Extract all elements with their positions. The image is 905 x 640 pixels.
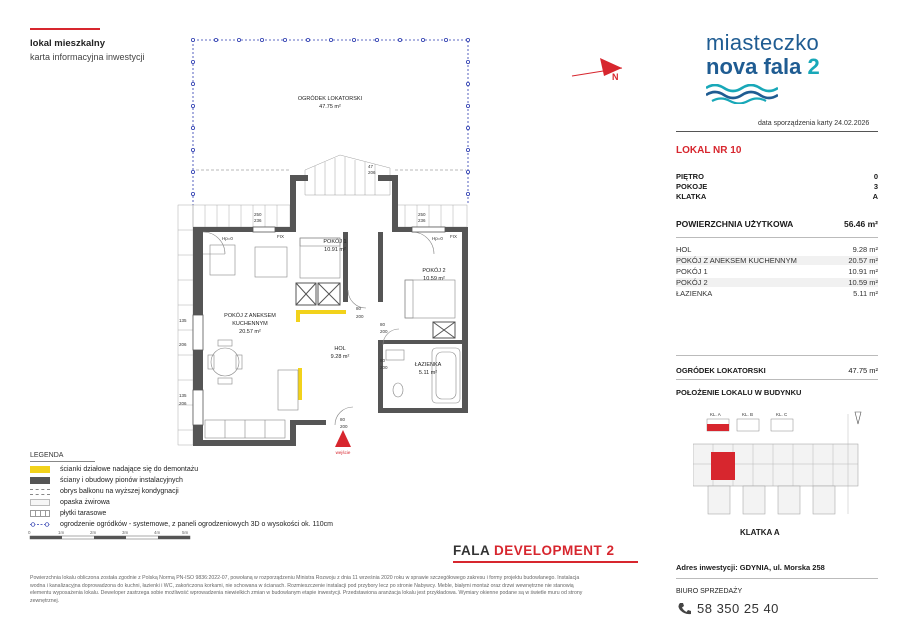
ogrodek-value: 47.75 m²: [848, 366, 878, 375]
garden-label: OGRÓDEK LOKATORSKI: [297, 96, 363, 102]
legend-label: płytki tarasowe: [60, 510, 107, 517]
hp-label-2: Hp=0: [432, 236, 443, 241]
room-area: 10.91 m²: [848, 267, 878, 276]
developer-underline: [453, 561, 638, 563]
garden-area: 47.75 m²: [319, 104, 341, 110]
room-name: POKÓJ 2: [676, 278, 708, 287]
furniture: [203, 232, 460, 438]
row-powierzchnia: [676, 219, 878, 229]
row-ogrodek: [676, 366, 878, 375]
developer-name-1: FALA: [453, 543, 494, 558]
entrance-steps: [305, 155, 390, 195]
win-dim-3b: 236: [254, 218, 262, 223]
room-row: [676, 278, 878, 287]
pokoje-label: POKOJE: [676, 182, 708, 191]
powierzchnia-label: POWIERZCHNIA UŻYTKOWA: [676, 219, 794, 229]
lokal-title: LOKAL NR 10: [676, 145, 742, 156]
pokoje-value: 3: [873, 182, 878, 191]
legend-label: opaska żwirowa: [60, 499, 110, 506]
building-location-map: [693, 404, 875, 524]
legend-label: ogrodzenie ogródków - systemowe, z paneli ogrodzeniowych 3D o wysokości ok. 110cm: [60, 521, 334, 528]
room-row: [676, 245, 878, 254]
door-dim-1b: 200: [356, 314, 364, 319]
divider: [676, 237, 878, 238]
pietro-label: PIĘTRO: [676, 172, 704, 181]
brand-line-1: miasteczko: [706, 30, 820, 55]
hp-label-1: Hp=0: [222, 236, 233, 241]
legend-swatch: [30, 477, 50, 484]
legend-label: obrys balkonu na wyższej kondygnacji: [60, 488, 179, 495]
kl-c-label: KL. C: [776, 412, 788, 417]
room-name: POKÓJ Z ANEKSEM KUCHENNYM: [676, 256, 797, 265]
room-name: HOL: [676, 245, 692, 254]
room-name: ŁAZIENKA: [676, 289, 713, 298]
scale-4: 4m: [154, 530, 161, 535]
brand-number: 2: [807, 54, 820, 79]
win-dim-5b: 206: [368, 170, 376, 175]
lazienka-area: 5.11 m²: [418, 370, 438, 376]
aneks-label-1: POKÓJ Z ANEKSEM: [224, 313, 276, 319]
room-area: 20.57 m²: [848, 256, 878, 265]
entrance-label: wejście: [335, 450, 351, 455]
legend-item: [30, 488, 179, 495]
legend-swatch: [30, 466, 50, 473]
door-dim-3b: 200: [380, 365, 388, 370]
scale-2: 2m: [90, 530, 97, 535]
room-area: 10.59 m²: [848, 278, 878, 287]
pokoj2-label: POKÓJ 2: [422, 268, 446, 274]
divider: [676, 578, 878, 579]
north-label: N: [612, 72, 619, 82]
fix-label-2: FIX: [450, 234, 458, 239]
divider: [676, 355, 878, 356]
door-dim-4a: 80: [340, 417, 346, 422]
kl-a-label: KL. A: [710, 412, 721, 417]
ogrodek-label: OGRÓDEK LOKATORSKI: [676, 366, 766, 375]
investment-address: Adres inwestycji: GDYNIA, ul. Morska 258: [676, 563, 825, 572]
pokoj1-label: POKÓJ 1: [323, 239, 347, 245]
brand-waves-logo: [706, 84, 778, 104]
row-pokoje: [676, 182, 878, 191]
door-dim-2a: 80: [380, 322, 386, 327]
win-dim-1a: 135: [179, 318, 187, 323]
legend-item: [30, 477, 183, 484]
room-name: POKÓJ 1: [676, 267, 708, 276]
scale-0: 0: [28, 530, 31, 535]
phone-icon: [677, 602, 691, 616]
brand-name: nova fala: [706, 54, 802, 79]
pokoj2-area: 10.59 m²: [423, 276, 445, 282]
polozenie-label: POŁOŻENIE LOKALU W BUDYNKU: [676, 388, 802, 397]
klatka-value: A: [872, 192, 878, 201]
legend-label: ściany i obudowy pionów instalacyjnych: [60, 477, 183, 484]
divider: [30, 461, 95, 462]
legend-item: [30, 510, 106, 517]
win-dim-2a: 135: [179, 393, 187, 398]
legend-item: [30, 499, 110, 506]
lazienka-label: ŁAZIENKA: [414, 362, 442, 368]
hol-area: 9.28 m²: [330, 354, 350, 360]
aneks-label-2: KUCHENNYM: [232, 321, 268, 327]
garden-fence: [193, 40, 468, 205]
win-dim-5a: 47: [368, 164, 374, 169]
room-area: 5.11 m²: [853, 289, 878, 298]
row-polozenie: [676, 388, 878, 397]
legend-swatch: [30, 510, 50, 517]
legend-swatch: [30, 489, 50, 495]
room-row: [676, 267, 878, 276]
kl-b-label: KL. B: [742, 412, 754, 417]
room-row: [676, 289, 878, 298]
doc-subtitle: karta informacyjna inwestycji: [30, 52, 145, 62]
win-dim-2b: 206: [179, 401, 187, 406]
disclaimer: Powierzchnia lokalu obliczona została zgodnie z Polską Normą PN-ISO 9836:2022-07, powołaną w rozporządzeniu Ministra Rozwoju z dnia 11 września 2020 roku w sprawie szczegółowego zakresu i formy projektu budowlanego. Instalacja wodna i kanalizacyjna doprowadzona do kuchni, łazienki i WC, zakończona korkami, nie schowana w ścianach. Rozmieszczenie instalacji pod przybory lecz po stronie Nabywcy. Meble, białymi montaż oraz drzwi wewnętrzne nie stanowią elementu wyposażenia lokalu. Deweloper zastrzega sobie możliwość wprowadzenia niewielkich zmian w budowlanym etapie inwestycji. Przedstawiona aranżacja lokalu jest przykładowa. Wymiary okienne podane są w świetle muru od strony zewnętrznej.: [30, 575, 583, 604]
fix-label-1: FIX: [277, 234, 285, 239]
win-dim-4b: 236: [418, 218, 426, 223]
doc-type: lokal mieszkalny: [30, 38, 105, 49]
klatka-caption: KLATKA A: [740, 528, 780, 537]
powierzchnia-value: 56.46 m²: [843, 219, 878, 229]
sales-office-label: BIURO SPRZEDAŻY: [676, 588, 743, 595]
date-line: data sporządzenia karty 24.02.2026: [758, 120, 870, 127]
room-row: [676, 256, 878, 265]
scale-3: 3m: [122, 530, 129, 535]
door-dim-4b: 200: [340, 424, 348, 429]
row-klatka: [676, 192, 878, 201]
developer-name-2: DEVELOPMENT 2: [494, 543, 615, 558]
win-dim-4a: 250: [418, 212, 426, 217]
brand-line-2: [706, 54, 820, 80]
legend-item: [30, 466, 198, 473]
legend-swatch: [30, 499, 50, 506]
divider: [676, 131, 878, 132]
developer-logo: [453, 543, 615, 558]
scale-bar: [30, 536, 190, 539]
legend-fence-swatch: [30, 521, 50, 528]
klatka-label: KLATKA: [676, 192, 707, 201]
scale-1: 1m: [58, 530, 65, 535]
scale-5: 5m: [182, 530, 189, 535]
pokoj1-area: 10.91 m²: [324, 247, 346, 253]
legend-item: [30, 521, 333, 528]
win-dim-1b: 206: [179, 342, 187, 347]
door-dim-3a: 80: [380, 358, 386, 363]
entrance-arrow: [335, 430, 351, 447]
win-dim-3a: 250: [254, 212, 262, 217]
divider: [676, 379, 878, 380]
selected-unit-marker: [711, 452, 735, 480]
fence-posts: [191, 38, 469, 195]
pietro-value: 0: [873, 172, 878, 181]
legend-title: LEGENDA: [30, 452, 64, 459]
legend-label: ścianki działowe nadające się do demontażu: [60, 466, 199, 473]
windows: [193, 227, 445, 425]
north-arrow: [572, 58, 622, 82]
room-area: 9.28 m²: [852, 245, 878, 254]
door-dim-1a: 80: [356, 306, 362, 311]
hol-label: HOL: [334, 346, 346, 352]
row-pietro: [676, 172, 878, 181]
door-dim-2b: 200: [380, 329, 388, 334]
aneks-area: 20.57 m²: [239, 329, 261, 335]
sales-phone[interactable]: 58 350 25 40: [697, 601, 779, 616]
